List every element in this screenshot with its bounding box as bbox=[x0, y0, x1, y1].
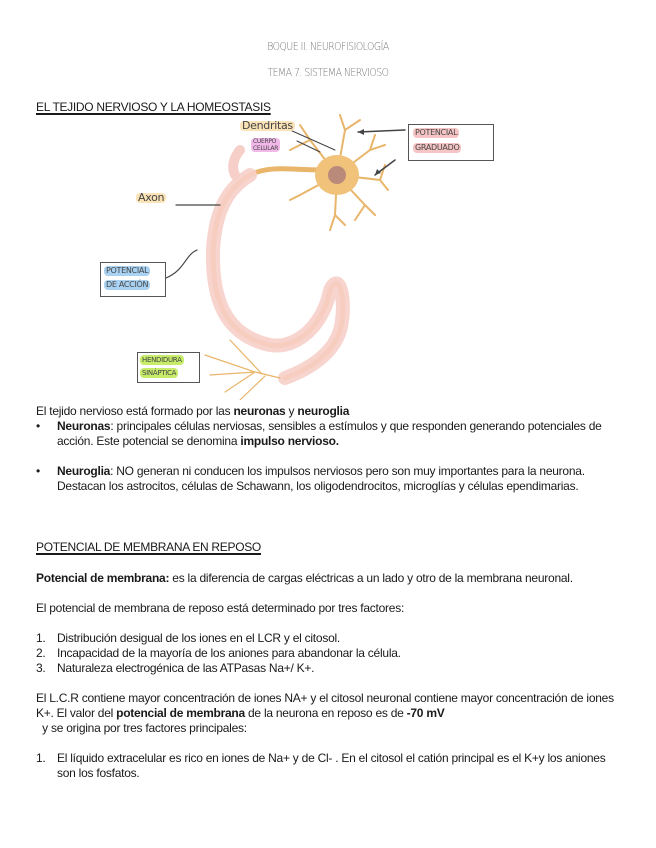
bold-term: potencial de membrana bbox=[116, 706, 245, 720]
text: y se origina por tres factores principales: bbox=[36, 721, 247, 735]
text: El tejido nervioso está formado por las bbox=[36, 404, 234, 418]
text: El L.C.R contiene mayor concentración de iones NA+ y el citosol neuronal contiene mayor concentración de iones K+. El valor del bbox=[36, 691, 614, 720]
factor-item bbox=[36, 646, 626, 661]
label-cuerpo-celular bbox=[251, 138, 280, 152]
lcr-paragraph bbox=[36, 691, 626, 736]
list-number: 2. bbox=[36, 646, 46, 660]
label-potencial-graduado-line1: POTENCIAL bbox=[415, 128, 458, 137]
label-box-hendidura-sinaptica bbox=[137, 352, 200, 383]
definition-paragraph bbox=[36, 571, 626, 586]
intro-paragraph bbox=[36, 404, 626, 419]
bold-term: Potencial de membrana: bbox=[36, 571, 170, 585]
label-hendidura-line2: SINÁPTICA bbox=[142, 369, 177, 377]
bold-term: impulso nervioso. bbox=[240, 434, 339, 448]
text: Incapacidad de la mayoría de los aniones para abandonar la célula. bbox=[57, 646, 401, 660]
label-cuerpo-celular-line2: CELULAR bbox=[253, 145, 279, 152]
bold-value: -70 mV bbox=[406, 706, 445, 720]
label-potencial-graduado-line2: GRADUADO bbox=[415, 143, 460, 152]
text: : principales células nerviosas, sensibles a estímulos y que responden generando potenciales de acción. Este potencial se denomina bbox=[57, 419, 602, 448]
text: es la diferencia de cargas eléctricas a un lado y otro de la membrana neuronal. bbox=[169, 571, 573, 585]
section2-body bbox=[36, 571, 626, 781]
section1-body bbox=[36, 404, 626, 494]
bold-term: Neuroglia bbox=[57, 464, 111, 478]
factors-intro: El potencial de membrana de reposo está determinado por tres factores: bbox=[36, 601, 405, 615]
list-number: 1. bbox=[36, 751, 46, 765]
section-heading-tejido: EL TEJIDO NERVIOSO Y LA HOMEOSTASIS bbox=[36, 100, 271, 114]
label-axon: Axon bbox=[138, 191, 165, 204]
neuron-diagram bbox=[0, 0, 656, 400]
neuron-illustration bbox=[0, 0, 656, 400]
bold-term: Neuronas bbox=[57, 419, 111, 433]
label-hendidura-line1: HENDIDURA bbox=[142, 356, 182, 364]
text: Distribución desigual de los iones en el LCR y el citosol. bbox=[57, 631, 340, 645]
label-dendritas: Dendritas bbox=[242, 119, 293, 132]
text: de la neurona en reposo es de bbox=[244, 706, 407, 720]
list-number: 1. bbox=[36, 631, 46, 645]
text: y bbox=[285, 404, 298, 418]
bullet-neuronas bbox=[36, 419, 626, 449]
label-cuerpo-celular-line1: CUERPO bbox=[253, 138, 277, 145]
label-potencial-accion-line1: POTENCIAL bbox=[106, 266, 149, 275]
section-heading-potencial: POTENCIAL DE MEMBRANA EN REPOSO bbox=[36, 540, 261, 554]
label-box-potencial-graduado bbox=[408, 124, 494, 161]
label-potencial-accion-line2: DE ACCIÓN bbox=[106, 280, 149, 289]
label-box-potencial-accion bbox=[100, 262, 166, 297]
bold-term: neuroglia bbox=[297, 404, 350, 418]
bold-term: neuronas bbox=[233, 404, 286, 418]
factor-item bbox=[36, 661, 626, 676]
bullet-marker: • bbox=[36, 464, 40, 478]
document-header-topic: TEMA 7. SISTEMA NERVIOSO bbox=[267, 66, 389, 79]
document-header-block: BOQUE II. NEUROFISIOLOGÍA bbox=[267, 40, 389, 53]
text: Naturaleza electrogénica de las ATPasas Na+/ K+. bbox=[57, 661, 315, 675]
text: : NO generan ni conducen los impulsos nerviosos pero son muy importantes para la neurona. Destacan los astrocitos, células de Schawann, los oligodendrocitos, microglías y células ependimarias. bbox=[57, 464, 585, 493]
factor-item bbox=[36, 631, 626, 646]
bullet-neuroglia bbox=[36, 464, 626, 494]
origin-item bbox=[36, 751, 626, 781]
text: El líquido extracelular es rico en iones de Na+ y de Cl- . En el citosol el catión principal es el K+y los aniones son los fosfatos. bbox=[57, 751, 606, 780]
bullet-marker: • bbox=[36, 419, 40, 433]
list-number: 3. bbox=[36, 661, 46, 675]
